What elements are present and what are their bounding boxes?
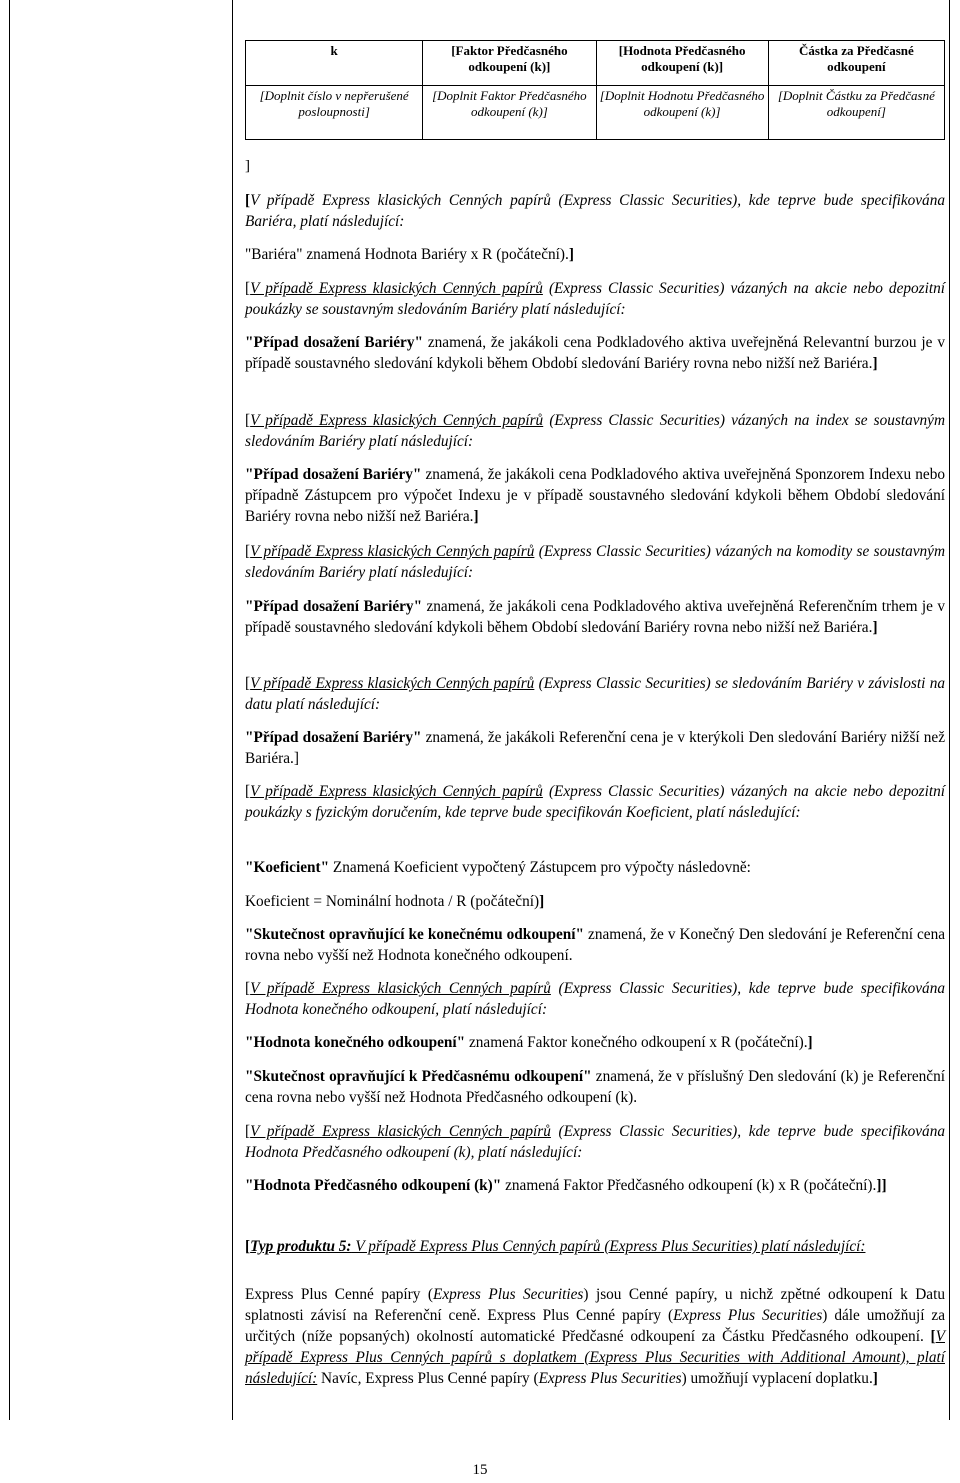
paragraph — [245, 1121, 945, 1163]
definition-text: znamená, že jakákoli cena Podkladového aktiva uveřejněná Referenčním trhem je v případě soustavného sledování kdykoli během Období sledování Bariéry rovna nebo nižší než Bariéra. — [245, 598, 945, 636]
condition-text: (Express Classic Securities) vázaných na akcie nebo depozitní poukázky s fyzickým doručením, kde teprve bude specifikován Koeficient, platí následující: — [245, 783, 946, 821]
defined-term: "Hodnota konečného odkoupení" — [245, 1034, 466, 1051]
open-bracket: [ — [245, 675, 251, 692]
product-type-heading: Typ produktu 5: — [250, 1238, 352, 1255]
close-bracket: ] — [872, 355, 878, 372]
paragraph — [245, 857, 945, 878]
margin-line-right — [949, 0, 950, 1420]
paragraph — [245, 781, 945, 823]
defined-term: "Hodnota Předčasného odkoupení (k)" — [245, 1177, 502, 1194]
definition-text: Znamená Koeficient vypočtený Zástupcem pro výpočty následovně: — [329, 859, 751, 876]
definition-text: znamená, že v Konečný Den sledování je Referenční cena rovna nebo vyšší než Hodnota konečného odkoupení. — [245, 926, 946, 964]
condition-heading: V případě Express klasických Cenných papírů — [250, 543, 535, 560]
defined-term: "Případ dosažení Bariéry" — [245, 729, 422, 746]
condition-heading: V případě Express klasických Cenných papírů — [250, 675, 535, 692]
table-cell: [Doplnit číslo v nepřerušené posloupnosti] — [246, 86, 423, 140]
condition-text: V případě Express Plus Cenných papírů (Express Plus Securities) platí následující: — [351, 1238, 866, 1255]
paragraph — [245, 190, 945, 232]
close-bracket: ] — [872, 1370, 878, 1387]
paragraph — [245, 278, 945, 320]
paragraph — [245, 541, 945, 583]
paragraph — [245, 464, 945, 527]
paragraph — [245, 1236, 945, 1257]
condition-text: (Express Classic Securities), kde teprve bude specifikována Hodnota konečného odkoupení, platí následující: — [245, 980, 945, 1018]
condition-text: (Express Classic Securities) vázaných na komodity se soustavným sledováním Bariéry platí následující: — [245, 543, 945, 581]
definition-text: znamená, že jakákoli Referenční cena je v kterýkoli Den sledování Bariéry nižší než Bariéra.] — [245, 729, 945, 767]
condition-heading: V případě Express klasických Cenných papírů — [250, 280, 543, 297]
definition-text: "Bariéra" znamená Hodnota Bariéry x R (počáteční). — [245, 246, 569, 263]
open-bracket: [ — [245, 543, 251, 560]
body-text: ) jsou Cenné papíry, u nichž zpětné odkoupení k Datu splatnosti závisí na Referenční ceně. Express Plus Cenné papíry ( — [245, 1286, 945, 1324]
table-header-cell: [Faktor Předčasného odkoupení (k)] — [423, 41, 596, 86]
paragraph — [245, 1032, 945, 1053]
open-bracket: [ — [245, 980, 251, 997]
open-bracket: [ — [245, 280, 251, 297]
open-bracket: [ — [930, 1328, 936, 1345]
table-header-cell: k — [246, 41, 423, 86]
open-bracket: [ — [245, 783, 251, 800]
product-name: Express Plus Securities — [433, 1286, 584, 1303]
defined-term: "Koeficient" — [245, 859, 330, 876]
body-text: Express Plus Cenné papíry ( — [245, 1286, 433, 1303]
definition-text: znamená Faktor Předčasného odkoupení (k) x R (počáteční). — [501, 1177, 877, 1194]
paragraph — [245, 1175, 945, 1196]
condition-heading: V případě Express klasických Cenných papírů — [250, 412, 544, 429]
condition-text: (Express Classic Securities) vázaných na index se soustavným sledováním Bariéry platí následující: — [245, 412, 946, 450]
table-cell: [Doplnit Hodnotu Předčasného odkoupení (k)] — [596, 86, 768, 140]
product-name: Express Plus Securities — [673, 1307, 823, 1324]
paragraph — [245, 1284, 945, 1389]
condition-text: V případě Express klasických Cenných papírů (Express Classic Securities), kde teprve bude specifikována Bariéra, platí následující: — [245, 192, 945, 230]
close-bracket: ] — [539, 893, 545, 910]
paragraph — [245, 727, 945, 769]
close-bracket: ] — [807, 1034, 813, 1051]
definition-text: znamená Faktor konečného odkoupení x R (počáteční). — [465, 1034, 808, 1051]
paragraph — [245, 244, 945, 265]
table-cell: [Doplnit Částku za Předčasné odkoupení] — [768, 86, 944, 140]
definition-text: znamená, že jakákoli cena Podkladového aktiva uveřejněná Relevantní burzou je v případě soustavného sledování kdykoli během Období sledování Bariéry rovna nebo nižší než Bariéra. — [245, 334, 945, 372]
paragraph — [245, 978, 945, 1020]
definition-text: znamená, že v příslušný Den sledování (k) je Referenční cena rovna nebo vyšší než Hodnota Předčasného odkoupení (k). — [245, 1068, 945, 1106]
table-cell: [Doplnit Faktor Předčasného odkoupení (k)] — [423, 86, 596, 140]
redemption-table — [245, 40, 945, 140]
open-bracket: [ — [245, 192, 251, 209]
open-bracket: [ — [245, 1123, 251, 1140]
defined-term: "Případ dosažení Bariéry" — [245, 598, 423, 615]
table-header-cell: [Hodnota Předčasného odkoupení (k)] — [596, 41, 768, 86]
close-bracket: ] — [568, 246, 574, 263]
margin-line-left-1 — [9, 0, 10, 1420]
defined-term: "Skutečnost opravňující k Předčasnému odkoupení" — [245, 1068, 592, 1085]
paragraph — [245, 410, 945, 452]
condition-text: (Express Classic Securities) vázaných na akcie nebo depozitní poukázky se soustavným sledováním Bariéry platí následující: — [245, 280, 946, 318]
page-number: 15 — [472, 1462, 488, 1478]
paragraph — [245, 924, 945, 966]
close-bracket: ] — [872, 619, 878, 636]
open-bracket: [ — [245, 1238, 251, 1255]
defined-term: "Případ dosažení Bariéry" — [245, 466, 422, 483]
condition-heading: V případě Express klasických Cenných papírů — [250, 980, 551, 997]
product-name: Express Plus Securities — [538, 1370, 682, 1387]
table-row — [246, 86, 945, 140]
close-bracket: ]] — [876, 1177, 887, 1194]
body-text: ) umožňují vyplacení doplatku. — [681, 1370, 873, 1387]
closing-bracket: ] — [245, 158, 250, 174]
formula-text: Koeficient = Nominální hodnota / R (počáteční) — [245, 893, 540, 910]
definition-text: znamená, že jakákoli cena Podkladového aktiva uveřejněná Sponzorem Indexu nebo případně Zástupcem pro výpočet Indexu je v případě soustavného sledování kdykoli během Období sledování Bariéry rovna nebo nižší než Bariéra. — [245, 466, 945, 525]
open-bracket: [ — [245, 412, 251, 429]
paragraph — [245, 1066, 945, 1108]
defined-term: "Případ dosažení Bariéry" — [245, 334, 423, 351]
table-header-cell: Částka za Předčasné odkoupení — [768, 41, 944, 86]
condition-heading: V případě Express klasických Cenných papírů — [250, 1123, 551, 1140]
table-header-row — [246, 41, 945, 86]
paragraph — [245, 596, 945, 638]
margin-line-left-2 — [232, 0, 233, 1420]
defined-term: "Skutečnost opravňující ke konečnému odkoupení" — [245, 926, 585, 943]
paragraph — [245, 673, 945, 715]
condition-text: (Express Classic Securities) se sledováním Bariéry v závislosti na datu platí následující: — [245, 675, 945, 713]
condition-heading: V případě Express klasických Cenných papírů — [250, 783, 543, 800]
condition-text: V případě Express Plus Cenných papírů s doplatkem (Express Plus Securities with Additional Amount), platí následující: — [245, 1328, 945, 1387]
close-bracket: ] — [473, 508, 479, 525]
body-text: Navíc, Express Plus Cenné papíry ( — [317, 1370, 539, 1387]
paragraph — [245, 891, 945, 912]
paragraph — [245, 332, 945, 374]
body-text: ) dále umožňují za určitých (níže popsaných) okolností automatické Předčasné odkoupení za Částku Předčasného odkoupení. — [245, 1307, 946, 1345]
condition-text: (Express Classic Securities), kde teprve bude specifikována Hodnota Předčasného odkoupení (k), platí následující: — [245, 1123, 945, 1161]
